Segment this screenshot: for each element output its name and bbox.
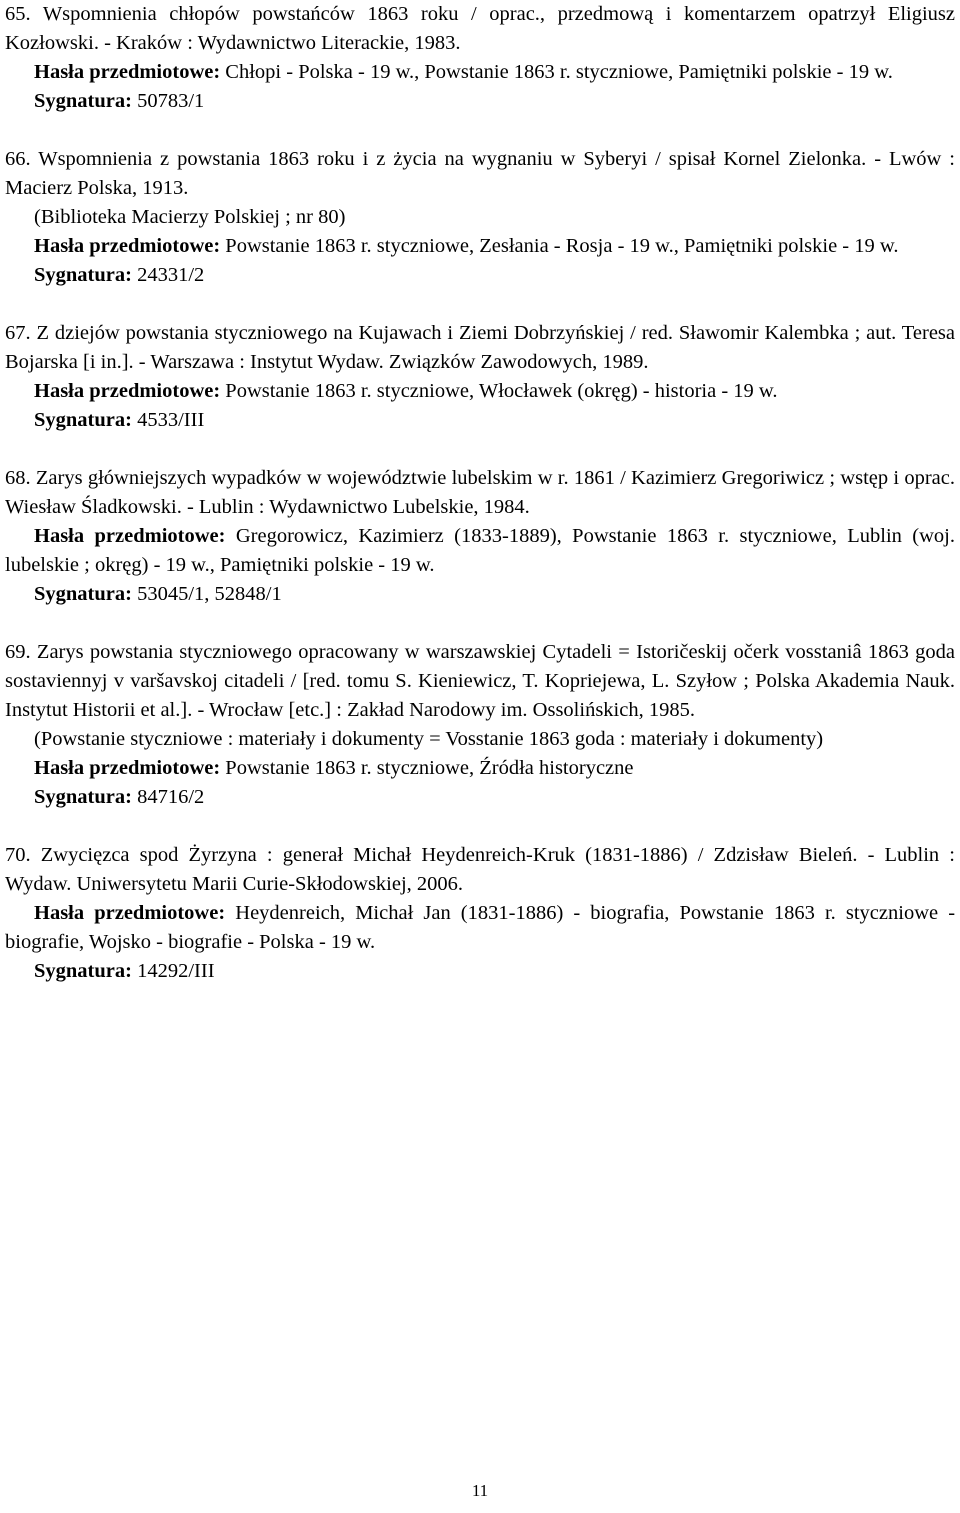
subjects-label: Hasła przedmiotowe: [34,902,226,924]
entry-subjects [5,58,955,87]
entry-description [5,319,955,377]
entry-subjects [5,377,955,406]
bibliography-entry-67 [5,319,955,435]
subjects-label: Hasła przedmiotowe: [34,757,221,779]
entry-series [5,725,955,754]
entry-title: Zwycięzca spod Żyrzyna : generał Michał Heydenreich-Kruk (1831-1886) / Zdzisław Bieleń. - Lublin : Wydaw. Uniwersytetu Marii Curie-Skłodowskiej, 2006. [5,844,955,895]
entry-title: Wspomnienia z powstania 1863 roku i z życia na wygnaniu w Syberyi / spisał Kornel Zielonka. - Lwów : Macierz Polska, 1913. [5,148,955,199]
subjects-value: Powstanie 1863 r. styczniowe, Źródła historyczne [225,757,634,779]
signature-label: Sygnatura: [34,583,132,605]
entry-title: Zarys powstania styczniowego opracowany w warszawskiej Cytadeli = Istoričeskij očerk vosstaniâ 1863 goda sostaviennyj v varšavskoj citadeli / [red. tomu S. Kieniewicz, T. Kopriejewa, L. Szyłow ; Polska Akademia Nauk. Instytut Historii et al.]. - Wrocław [etc.] : Zakład Narodowy im. Ossolińskich, 1985. [5,641,956,721]
signature-label: Sygnatura: [34,264,132,286]
entry-signature [5,261,955,290]
signature-value: 50783/1 [137,90,205,112]
entry-number: 68. [5,467,31,489]
bibliography-entry-68 [5,464,955,609]
bibliography-page [5,0,955,1015]
entry-description [5,464,955,522]
series-value: (Powstanie styczniowe : materiały i dokumenty = Vosstanie 1863 goda : materiały i dokumenty) [34,728,824,750]
entry-number: 65. [5,3,31,25]
entry-number: 66. [5,148,31,170]
signature-label: Sygnatura: [34,409,132,431]
entry-series [5,203,955,232]
entry-signature [5,957,955,986]
subjects-label: Hasła przedmiotowe: [34,380,221,402]
subjects-value: Chłopi - Polska - 19 w., Powstanie 1863 r. styczniowe, Pamiętniki polskie - 19 w. [225,61,893,83]
signature-label: Sygnatura: [34,960,132,982]
bibliography-entry-69 [5,638,955,812]
subjects-value: Powstanie 1863 r. styczniowe, Zesłania - Rosja - 19 w., Pamiętniki polskie - 19 w. [225,235,899,257]
entry-signature [5,406,955,435]
entry-subjects [5,522,955,580]
entry-signature [5,580,955,609]
signature-value: 53045/1, 52848/1 [137,583,282,605]
entry-title: Z dziejów powstania styczniowego na Kujawach i Ziemi Dobrzyńskiej / red. Sławomir Kalembka ; aut. Teresa Bojarska [i in.]. - Warszawa : Instytut Wydaw. Związków Zawodowych, 1989. [5,322,956,373]
entry-description [5,0,955,58]
entry-title: Zarys główniejszych wypadków w województwie lubelskim w r. 1861 / Kazimierz Gregoriwicz ; wstęp i oprac. Wiesław Śladkowski. - Lublin : Wydawnictwo Lubelskie, 1984. [5,467,956,518]
subjects-value: Gregorowicz, Kazimierz (1833-1889), Powstanie 1863 r. styczniowe, Lublin (woj. lubelskie ; okręg) - 19 w., Pamiętniki polskie - 19 w. [5,525,955,576]
signature-value: 4533/III [137,409,205,431]
series-value: (Biblioteka Macierzy Polskiej ; nr 80) [34,206,346,228]
signature-label: Sygnatura: [34,786,132,808]
entry-signature [5,87,955,116]
subjects-value: Heydenreich, Michał Jan (1831-1886) - biografia, Powstanie 1863 r. styczniowe - biografie, Wojsko - biografie - Polska - 19 w. [5,902,956,953]
bibliography-entry-70 [5,841,955,986]
entry-subjects [5,899,955,957]
signature-value: 14292/III [137,960,215,982]
subjects-label: Hasła przedmiotowe: [34,525,226,547]
page-number: 11 [471,1481,489,1500]
entry-subjects [5,232,955,261]
entry-number: 67. [5,322,31,344]
entry-title: Wspomnienia chłopów powstańców 1863 roku / oprac., przedmową i komentarzem opatrzył Eligiusz Kozłowski. - Kraków : Wydawnictwo Literackie, 1983. [5,3,956,54]
bibliography-entry-65 [5,0,955,116]
entry-description [5,841,955,899]
signature-value: 24331/2 [137,264,205,286]
entry-description [5,145,955,203]
subjects-label: Hasła przedmiotowe: [34,61,221,83]
subjects-label: Hasła przedmiotowe: [34,235,221,257]
subjects-value: Powstanie 1863 r. styczniowe, Włocławek (okręg) - historia - 19 w. [225,380,778,402]
entry-description [5,638,955,725]
entry-number: 69. [5,641,31,663]
bibliography-entry-66 [5,145,955,290]
entry-subjects [5,754,955,783]
signature-label: Sygnatura: [34,90,132,112]
entry-number: 70. [5,844,31,866]
entry-signature [5,783,955,812]
signature-value: 84716/2 [137,786,205,808]
